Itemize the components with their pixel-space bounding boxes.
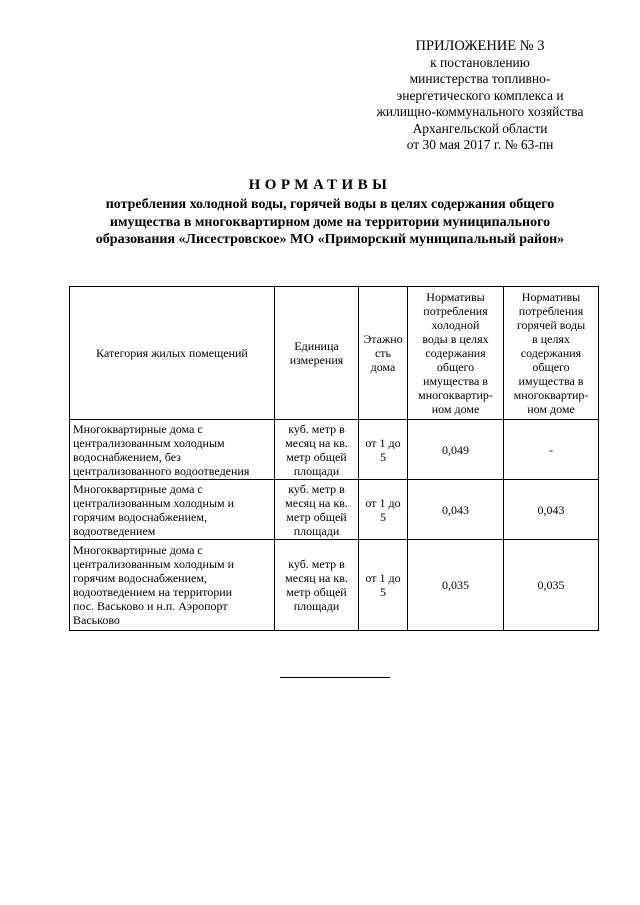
cell-floors [359,540,408,631]
cell-line: от 1 до [365,571,401,585]
cell-line: пос. Васьково и н.п. Аэропорт [73,599,228,613]
cell-line: площади [293,523,340,538]
cell-cold-water-norm: 0,035 [408,540,504,631]
header-line: потребления [518,304,584,318]
cell-line: централизованным холодным и [73,557,235,571]
cell-unit [275,540,359,631]
header-line: Категория жилых помещений [96,346,248,360]
cell-hot-water-norm: 0,043 [504,480,599,540]
cell-line: площади [293,599,340,613]
header-category [70,287,275,420]
table-row [70,420,599,480]
cell-line: метр общей [286,585,347,599]
table-header-row [70,287,599,420]
header-line: дома [370,360,396,374]
table-body [70,420,599,631]
cell-line: 5 [380,585,386,599]
cell-hot-water-norm: - [504,420,599,480]
cell-line: Васьково [73,613,120,627]
header-line: общего [532,360,570,374]
header-line: потребления [423,304,488,318]
appendix-line: Архангельской области [412,120,548,136]
cell-line: куб. метр в [288,481,345,496]
cell-line: площади [293,463,340,478]
header-line: многоквартир- [513,388,589,402]
cell-line: метр общей [286,509,347,524]
document-subtitle [60,196,600,249]
cell-line: централизованным холодным [73,435,225,450]
header-line: Этажно [363,332,403,346]
header-line: Нормативы [521,290,581,304]
cell-line: водоотведением [73,523,156,538]
header-line: холодной [431,318,480,332]
header-line: сть [374,346,392,360]
cell-line: месяц на кв. [285,571,348,585]
header-line: ном доме [527,402,575,416]
header-line: измерения [289,353,344,367]
header-line: имущества в [518,374,584,388]
appendix-line: к постановлению [430,54,530,70]
appendix-line: энергетического комплекса и [396,87,564,103]
cell-line: водоотведением на территории [73,585,233,599]
cell-category [70,540,275,631]
subtitle-line: имущества в многоквартирном доме на территории муниципального [109,214,551,230]
appendix-title: ПРИЛОЖЕНИЕ № 3 [415,38,545,54]
cell-category [70,420,275,480]
cell-line: горячим водоснабжением, [73,509,207,524]
cell-line: куб. метр в [288,557,345,571]
subtitle-line: образования «Лисестровское» МО «Приморский муниципальный район» [95,232,565,247]
appendix-line: министерства топливно- [409,71,551,86]
table-row [70,480,599,540]
header-line: имущества в [423,374,488,388]
appendix-line: от 30 мая 2017 г. № 63-пн [406,137,554,152]
header-hot-water-norm [504,287,599,420]
cell-line: централизованного водоотведения [73,463,250,478]
header-floors [359,287,408,420]
cell-unit [275,420,359,480]
header-line: ном доме [431,402,480,416]
cell-line: централизованным холодным и [73,495,235,510]
cell-line: от 1 до [365,435,401,450]
cell-category [70,480,275,540]
cell-unit [275,480,359,540]
cell-cold-water-norm: 0,043 [408,480,504,540]
subtitle-line: потребления холодной воды, горячей воды в целях содержания общего [105,197,555,212]
cell-line: месяц на кв. [285,495,348,510]
cell-line: Многоквартирные дома с [73,481,203,496]
appendix-block [330,38,630,154]
cell-line: месяц на кв. [285,435,348,450]
header-line: воды в целях [422,332,489,346]
header-line: в целях [532,332,570,346]
table-row [70,540,599,631]
document-title: НОРМАТИВЫ [248,177,392,193]
appendix-line: жилищно-коммунального хозяйства [376,104,584,119]
header-line: содержания [520,346,582,360]
cell-hot-water-norm: 0,035 [504,540,599,631]
header-unit [275,287,359,420]
cell-line: 5 [380,509,386,524]
cell-line: от 1 до [365,495,401,510]
header-line: Единица [294,339,339,353]
cell-cold-water-norm: 0,049 [408,420,504,480]
cell-line: горячим водоснабжением, [73,571,207,585]
footer-divider [280,677,390,678]
cell-floors [359,420,408,480]
header-line: многоквартир- [418,388,493,402]
cell-line: Многоквартирные дома с [73,543,203,557]
cell-line: водоснабжением, без [73,449,181,464]
header-line: горячей воды [516,318,586,332]
header-cold-water-norm [408,287,504,420]
header-line: общего [436,360,475,374]
header-line: Нормативы [426,290,485,304]
cell-line: метр общей [286,449,347,464]
cell-line: Многоквартирные дома с [73,421,203,436]
cell-floors [359,480,408,540]
cell-line: 5 [380,449,386,464]
header-line: содержания [425,346,486,360]
norms-table [69,286,599,631]
cell-line: куб. метр в [288,421,345,436]
